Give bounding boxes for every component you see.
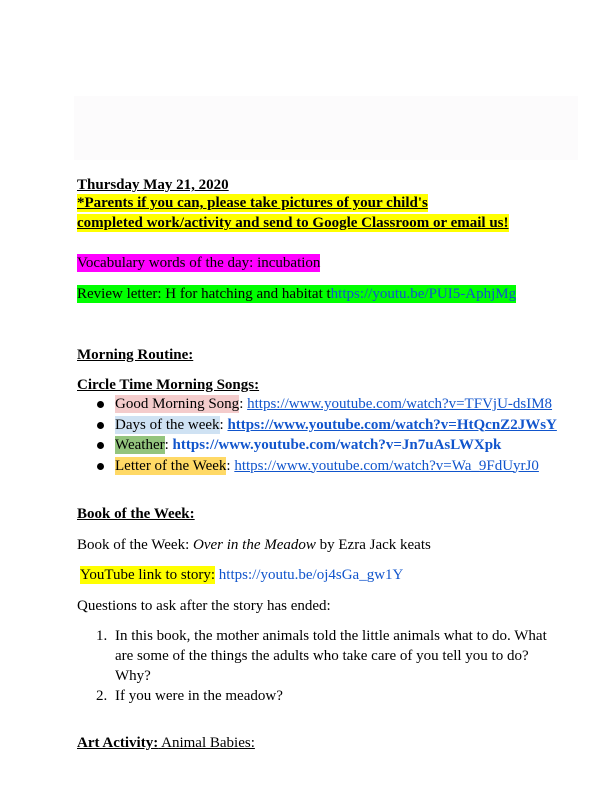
vocabulary-line xyxy=(77,254,320,272)
document-header xyxy=(74,96,578,160)
youtube-story-link[interactable]: https://youtu.be/oj4sGa_gw1Y xyxy=(218,567,404,583)
separator: : xyxy=(226,457,235,474)
vocabulary-text: Vocabulary words of the day: incubation xyxy=(77,255,321,271)
art-activity-label: Art Activity: xyxy=(77,735,159,751)
song-link[interactable]: https://www.youtube.com/watch?v=TFVjU-dsIM8 xyxy=(247,396,553,412)
question-text: If you were in the meadow? xyxy=(115,688,283,704)
book-title: Over in the Meadow xyxy=(193,537,316,553)
questions-list xyxy=(96,626,566,706)
book-line xyxy=(77,536,431,554)
song-label: Letter of the Week xyxy=(115,457,227,474)
book-prefix: Book of the Week: xyxy=(77,537,193,553)
list-item-weather xyxy=(93,435,557,456)
song-label: Days of the week xyxy=(115,416,220,433)
morning-routine-heading: Morning Routine: xyxy=(77,347,194,363)
youtube-story-label: YouTube link to story: xyxy=(80,567,216,583)
song-link[interactable]: https://www.youtube.com/watch?v=Wa_9FdUyrJ0 xyxy=(234,457,539,474)
parent-note-text-1: *Parents if you can, please take pictures of your child's xyxy=(77,195,428,211)
list-item-letter-of-week xyxy=(93,456,557,477)
review-letter-line xyxy=(77,285,516,303)
song-link[interactable]: https://www.youtube.com/watch?v=HtQcnZ2JWsY xyxy=(227,416,557,433)
review-letter-highlight xyxy=(77,285,516,303)
art-activity-text: Animal Babies: xyxy=(158,735,255,751)
list-item-days-of-week xyxy=(93,415,557,436)
book-author: by Ezra Jack keats xyxy=(315,537,431,553)
bullet-icon xyxy=(97,442,104,449)
review-letter-link[interactable]: https://youtu.be/PUI5-AphjMg xyxy=(330,286,517,302)
date-heading: Thursday May 21, 2020 xyxy=(77,177,229,193)
question-text: In this book, the mother animals told the little animals what to do. What are some of the things the adults who take care of you tell you to do? Why? xyxy=(115,628,547,684)
separator: : xyxy=(164,437,173,453)
book-of-week-heading: Book of the Week: xyxy=(77,506,195,522)
questions-intro: Questions to ask after the story has ended: xyxy=(77,598,331,614)
separator: : xyxy=(239,396,248,412)
list-item-good-morning-song xyxy=(93,394,557,415)
question-number: 2. xyxy=(96,688,108,704)
question-item xyxy=(96,686,566,706)
parent-note-line-2 xyxy=(77,214,509,232)
bullet-icon xyxy=(97,401,104,408)
question-number: 1. xyxy=(96,628,108,644)
bullet-icon xyxy=(97,463,104,470)
separator: : xyxy=(219,416,228,433)
songs-list xyxy=(93,394,557,476)
review-letter-text: Review letter: H for hatching and habitat t xyxy=(77,286,331,302)
circle-time-heading: Circle Time Morning Songs: xyxy=(77,377,260,393)
youtube-story-line xyxy=(80,566,403,584)
song-label: Good Morning Song xyxy=(115,396,240,412)
song-label: Weather xyxy=(115,437,165,453)
bullet-icon xyxy=(97,422,104,429)
parent-note-text-2: completed work/activity and send to Google Classroom or email us! xyxy=(77,215,509,231)
question-item xyxy=(96,626,566,686)
song-link[interactable]: https://www.youtube.com/watch?v=Jn7uAsLWXpk xyxy=(172,437,502,453)
art-activity-line xyxy=(77,734,255,752)
parent-note-line-1 xyxy=(77,194,428,212)
